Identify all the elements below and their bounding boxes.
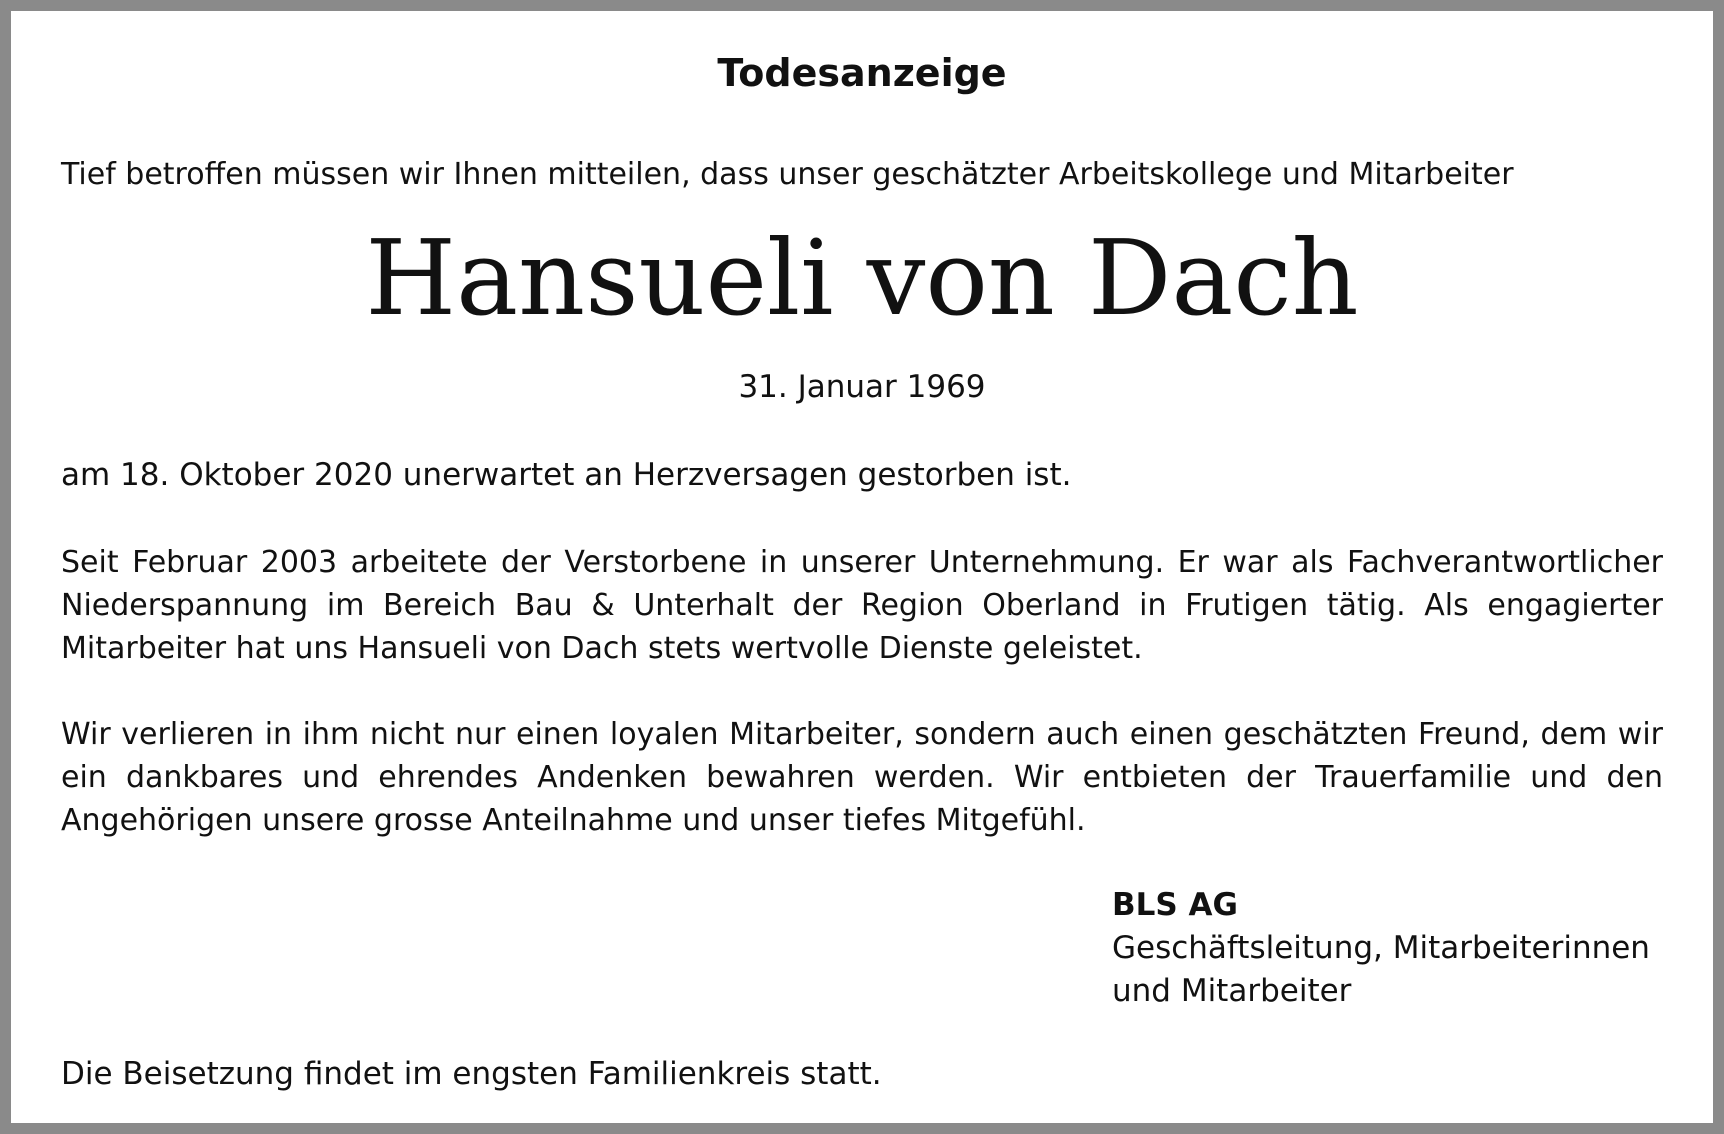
death-notice-page <box>11 11 1713 1123</box>
signature-line: Geschäftsleitung, Mitarbeiterinnen <box>1112 930 1650 966</box>
notice-title: Todesanzeige <box>717 51 1007 95</box>
death-statement: am 18. Oktober 2020 unerwartet an Herzversagen gestorben ist. <box>61 457 1072 493</box>
signature-line: und Mitarbeiter <box>1112 973 1352 1009</box>
birth-date: 31. Januar 1969 <box>738 369 986 405</box>
funeral-note: Die Beisetzung findet im engsten Familienkreis statt. <box>61 1056 882 1092</box>
paragraph-career: Seit Februar 2003 arbeitete der Verstorbene in unserer Unternehmung. Er war als Fachverantwortlicher Niederspannung im Bereich Bau & Unterhalt der Region Oberland in Frutigen tätig. Als engagierter Mitarbeiter hat uns Hansueli von Dach stets wertvolle Dienste geleistet. <box>61 545 1663 666</box>
intro-text: Tief betroffen müssen wir Ihnen mitteilen, dass unser geschätzter Arbeitskollege und Mitarbeiter <box>61 157 1514 192</box>
deceased-name: Hansueli von Dach <box>365 217 1359 339</box>
signature-block <box>1112 884 1650 1013</box>
signature-company: BLS AG <box>1112 887 1238 923</box>
paragraph-condolence: Wir verlieren in ihm nicht nur einen loyalen Mitarbeiter, sondern auch einen geschätzten Freund, dem wir ein dankbares und ehrendes Andenken bewahren werden. Wir entbieten der Trauerfamilie und den Angehörigen unsere grosse Anteilnahme und unser tiefes Mitgefühl. <box>61 717 1663 838</box>
